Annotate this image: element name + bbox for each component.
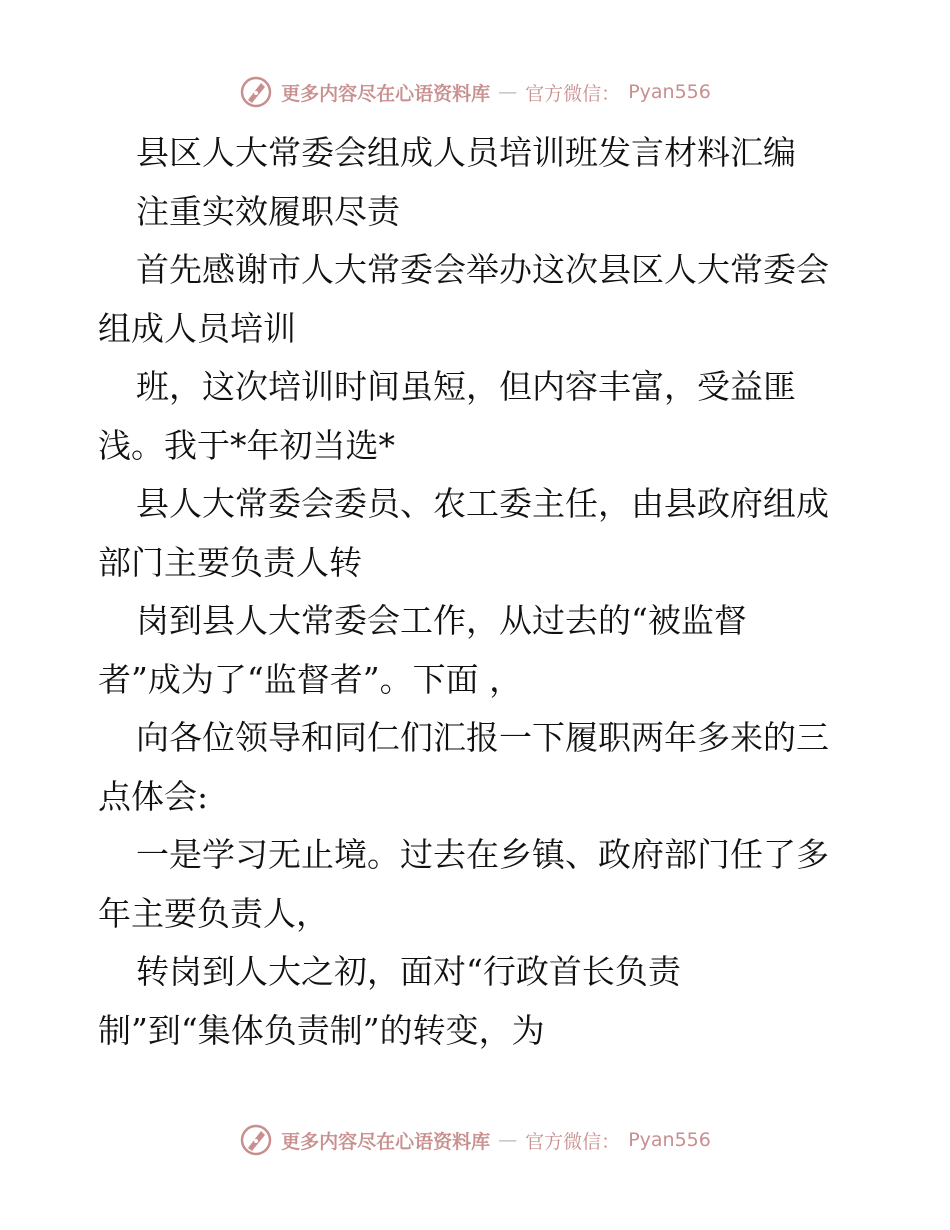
document-body xyxy=(98,124,858,1060)
text-line: 者”成为了“监督者”。下面 ， xyxy=(98,659,523,699)
text-line: 点体会: xyxy=(98,776,209,816)
banner-separator: — xyxy=(498,81,518,103)
text-line: 向各位领导和同仁们汇报一下履职两年多来的三 xyxy=(136,718,829,757)
text-line: 岗到县人大常委会工作，从过去的“被监督 xyxy=(136,601,747,640)
text-line: 部门主要负责人转 xyxy=(98,542,362,582)
banner-tag-text: 官方微信： xyxy=(525,1130,621,1153)
pen-nib-icon xyxy=(239,1123,273,1157)
text-line: 组成人员培训 xyxy=(98,308,296,348)
banner-wechat-id: Pyan556 xyxy=(628,81,711,103)
banner-main-text: 更多内容尽在心语资料库 xyxy=(281,1130,491,1153)
text-line: 班，这次培训时间虽短，但内容丰富，受益匪 xyxy=(136,367,796,406)
banner-separator: — xyxy=(498,1129,518,1151)
text-line: 县区人大常委会组成人员培训班发言材料汇编 xyxy=(136,133,796,172)
text-line: 转岗到人大之初，面对“行政首长负责 xyxy=(136,952,681,991)
text-line: 首先感谢市人大常委会举办这次县区人大常委会 xyxy=(136,250,829,289)
text-line: 一是学习无止境。过去在乡镇、政府部门任了多 xyxy=(136,835,829,874)
banner-tag-text: 官方微信： xyxy=(525,82,621,105)
header-watermark xyxy=(0,72,950,112)
footer-watermark xyxy=(0,1120,950,1160)
banner-main-text: 更多内容尽在心语资料库 xyxy=(281,82,491,105)
text-line: 县人大常委会委员、农工委主任，由县政府组成 xyxy=(136,484,829,523)
text-line: 年主要负责人， xyxy=(98,893,329,933)
banner-wechat-id: Pyan556 xyxy=(628,1129,711,1151)
text-line: 浅。我于*年初当选* xyxy=(98,425,395,465)
text-line: 制”到“集体负责制”的转变，为 xyxy=(98,1010,545,1050)
pen-nib-icon xyxy=(239,75,273,109)
text-line: 注重实效履职尽责 xyxy=(136,191,400,231)
